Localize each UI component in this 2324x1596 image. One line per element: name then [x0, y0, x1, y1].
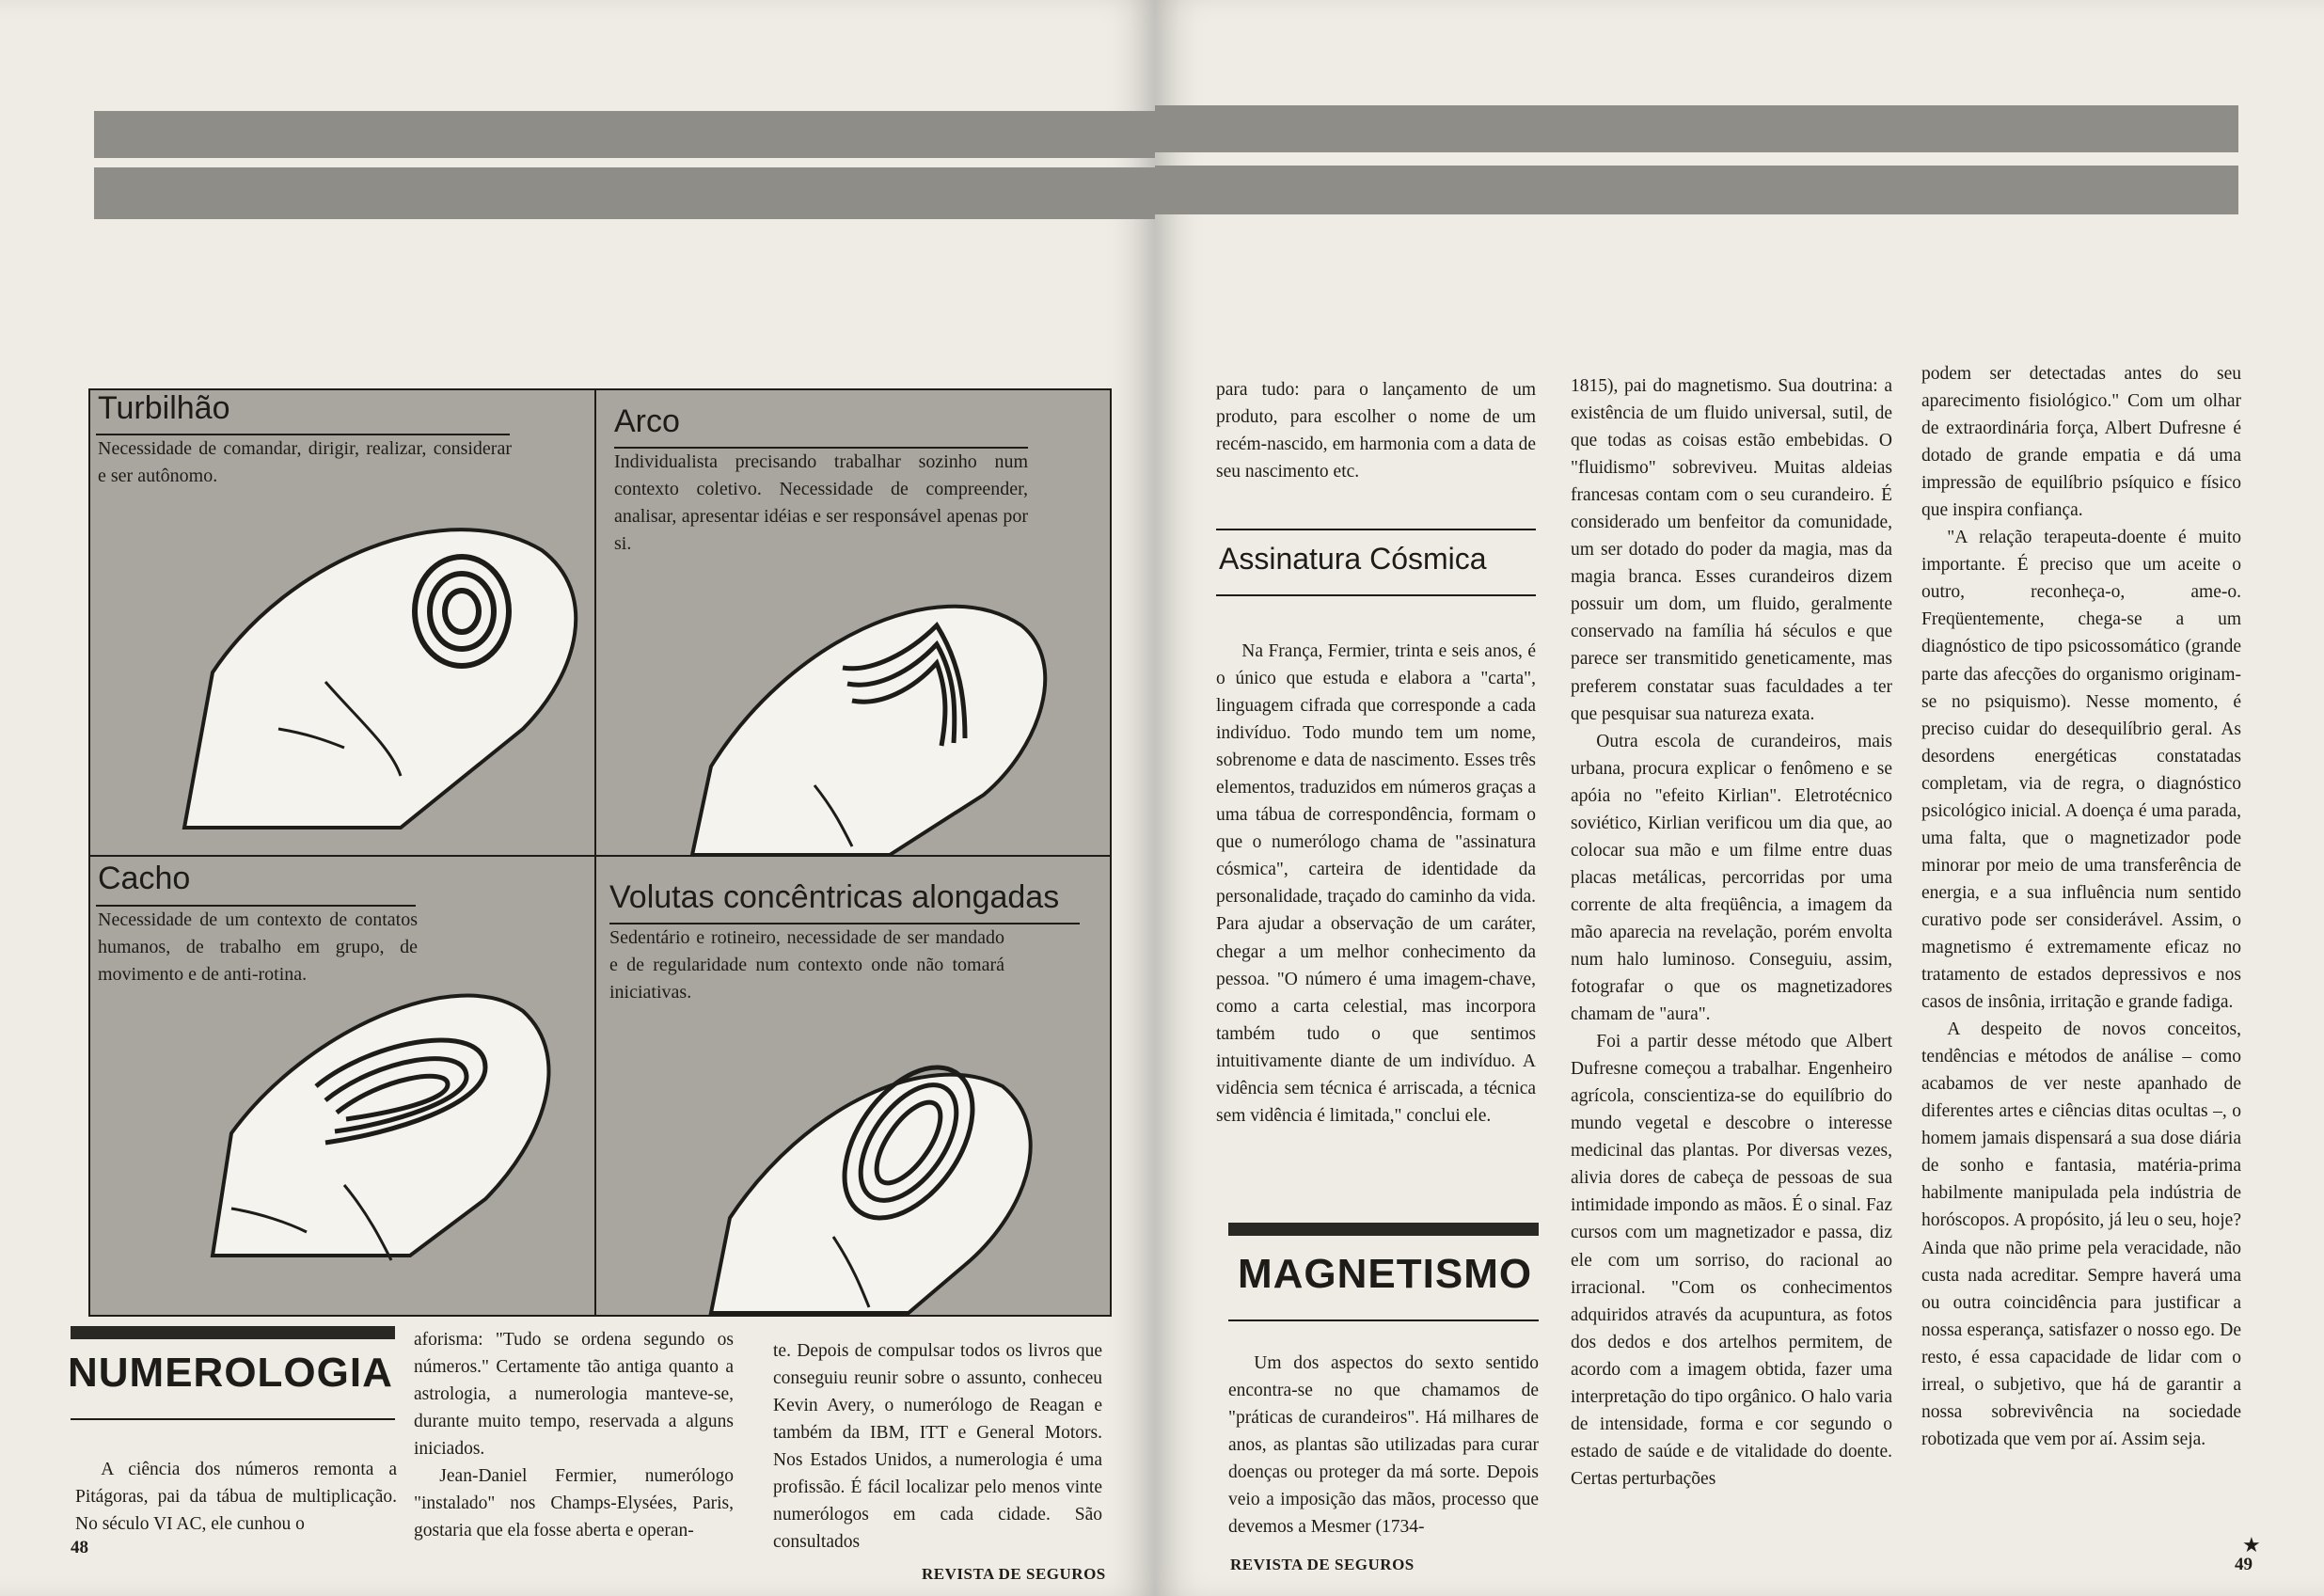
subsection-title-assinatura: Assinatura Cósmica	[1219, 542, 1487, 576]
paragraph: te. Depois de compulsar todos os livros que conseguiu reunir sobre o assunto, conheceu Kevin Avery, o numerólogo de Reagan e também da IBM, ITT e General Motors. Nos Estados Unidos, a numerologia é uma profissão. É fácil localizar pelo menos vinte numerólogos em cada cidade. São consultados	[773, 1341, 1102, 1553]
paragraph: Jean-Daniel Fermier, numerólogo "instalado" nos Champs-Elysées, Paris, gostaria que ela fosse aberta e operan-	[414, 1466, 734, 1541]
paragraph: Na França, Fermier, trinta e seis anos, é o único que estuda e elabora a "carta", linguagem cifrada que corresponde a cada indivíduo. Todo mundo tem um nome, sobrenome e data de nascimento. Esses três elementos, traduzidos em números graças a uma tábua de correspondência, formam o que o numerólogo chama de "assinatura cósmica", carteira de identidade da personalidade, traçado do caminho da vida. Para ajudar a observação de um caráter, chegar a um melhor conhecimento da pessoa. "O número é uma imagem-chave, como a carta celestial, mas incorpora também tudo o que sentimos intuitivamente diante de um indivíduo. A vidência sem técnica é arriscada, a técnica sem vidência é limitada," conclui ele.	[1216, 641, 1536, 1126]
finger-drawings	[90, 390, 1110, 1315]
section-bar	[1228, 1223, 1539, 1236]
quadrant-title-volutas: Volutas concêntricas alongadas	[609, 879, 1060, 915]
section-rule	[1228, 1319, 1539, 1321]
subsection-rule-top	[1216, 529, 1536, 530]
paragraph: Outra escola de curandeiros, mais urbana, procura explicar o fenômeno e se apóia no "efeito Kirlian". Eletrotécnico soviético, Kirlian verificou um dia que, ao colocar sua mão e um filme entre duas placas metálicas, percorridas por uma corrente de alta freqüência, a imagem da mão aparecia na revelação, porém envolta num halo luminoso. Conseguiu, assim, fotografar o que os magnetizadores chamam de "aura".	[1571, 731, 1892, 1025]
quadrant-desc-cacho: Necessidade de um contexto de contatos humanos, de trabalho em grupo, de movimento e de anti-rotina.	[98, 909, 418, 985]
fingerprint-illustration	[88, 388, 1112, 1317]
finger-loop	[213, 996, 548, 1260]
footer-magazine-left: REVISTA DE SEGUROS	[922, 1565, 1106, 1583]
page-number-left: 48	[71, 1538, 88, 1557]
section-bar	[71, 1326, 395, 1339]
numerologia-column-2	[414, 1326, 734, 1544]
footer-magazine-right: REVISTA DE SEGUROS	[1230, 1556, 1415, 1573]
paragraph: para tudo: para o lançamento de um produto, para escolher o nome de um recém-nascido, em harmonia com a data de seu nascimento etc.	[1216, 380, 1536, 482]
paragraph: A despeito de novos conceitos, tendências e métodos de análise – como acabamos de ver neste apanhado de diferentes artes e ciências ditas ocultas –, o homem jamais dispensará a sua dose diária de sonho e fantasia, matéria-prima habilmente manipulada pela indústria de horóscopos. A propósito, já leu o seu, hoje? Ainda que não prime pela veracidade, não custa nada acreditar. Sempre haverá uma ou outra coincidência para justificar a nossa esperança, satisfazer o nosso ego. De resto, é essa capacidade de lidar com o irreal, o subjetivo, que há de garantir a nossa sobrevivência na sociedade robotizada que vem por aí. Assim seja.	[1921, 1019, 2241, 1449]
numerologia-column-3	[773, 1337, 1102, 1556]
quadrant-desc-volutas: Sedentário e rotineiro, necessidade de ser mandado e de regularidade num contexto onde não tomará iniciativas.	[609, 927, 1004, 1003]
paragraph: Foi a partir desse método que Albert Dufresne começou a trabalhar. Engenheiro agrícola, conscientiza-se do equilíbrio do mundo vegetal e descobre o interesse medicinal das plantas. Por diversas vezes, alivia dores de cabeça de pessoas de sua intimidade impondo as mãos. É o sinal. Faz cursos com um magnetizador e passa, diz ele com um sorriso, do racional ao irracional. "Com os conhecimentos adquiridos através da acupuntura, as fotos dos dedos e dos artelhos permitem, de acordo com a imagem obtida, fazer uma interpretação do tipo orgânico. O halo varia de intensidade, forma e cor segundo o estado de saúde e de vitalidade do doente. Certas perturbações	[1571, 1032, 1892, 1489]
paragraph: "A relação terapeuta-doente é muito importante. É preciso que um aceite o outro, reconheça-o, ame-o. Freqüentemente, chega-se a um diagnóstico de tipo psicossomático (grande parte das afecções do organismo originam-se no psiquismo). Nesse momento, é preciso cuidar do desequilíbrio geral. As desordens energéticas constatadas completam, via de regra, o diagnóstico psicológico inicial. A doença é uma parada, uma falta, que o magnetizador pode minorar por meio de uma transferência de energia, e a sua influência num sentido curativo pode ser considerável. Assim, o magnetismo é extremamente eficaz no tratamento de estados depressivos e nos casos de insônia, irritação e grande fadiga.	[1921, 528, 2241, 1013]
end-mark-icon: ★	[2242, 1533, 2261, 1556]
column-3	[1921, 360, 2241, 1453]
paragraph: A ciência dos números remonta a Pitágoras, pai da tábua de multiplicação. No século VI AC, ele cunhou o	[75, 1460, 397, 1535]
column-1-bottom	[1228, 1350, 1539, 1541]
numerologia-column-1	[75, 1456, 397, 1538]
header-band-bottom	[94, 167, 1155, 219]
subsection-rule-bottom	[1216, 594, 1536, 596]
quadrant-title-turbilhao: Turbilhão	[98, 390, 230, 426]
header-band-top	[94, 111, 1155, 158]
quadrant-desc-arco: Individualista precisando trabalhar sozinho num contexto coletivo. Necessidade de compreender, analisar, apresentar idéias e ser responsável apenas por si.	[614, 451, 1028, 554]
column-1-top	[1216, 376, 1536, 485]
paragraph: 1815), pai do magnetismo. Sua doutrina: a existência de um fluido universal, sutil, de que todas as coisas estão embebidas. O "fluidismo" sobreviveu. Muitas aldeias francesas contam com o seu curandeiro. É considerado um benfeitor da comunidade, um ser dotado do poder da magia, mas da magia branca. Esses curandeiros dizem possuir um dom, um fluido, geralmente conservado na família há séculos e que parece ser transmitido geneticamente, mas preferem constatar suas faculdades a ter que pesquisar sua natureza exata.	[1571, 376, 1892, 724]
finger-whorl	[184, 529, 576, 828]
column-1-body	[1216, 638, 1536, 1130]
section-title-numerologia: NUMEROLOGIA	[68, 1350, 393, 1396]
paragraph: aforisma: "Tudo se ordena segundo os números." Certamente tão antiga quanto a astrologia, a numerologia manteve-se, durante muito tempo, reservada a alguns iniciados.	[414, 1330, 734, 1460]
finger-arch	[692, 607, 1045, 855]
page-number-right: 49	[2235, 1555, 2253, 1574]
paragraph: Um dos aspectos do sexto sentido encontra-se no que chamamos de "práticas de curandeiros". Há milhares de anos, as plantas são utilizadas para curar doenças ou proteger da má sorte. Depois veio a imposição das mãos, processo que devemos a Mesmer (1734-	[1228, 1353, 1539, 1538]
left-page	[0, 0, 1155, 1596]
quadrant-title-cacho: Cacho	[98, 861, 191, 896]
column-2	[1571, 372, 1892, 1493]
paragraph: podem ser detectadas antes do seu aparecimento fisiológico." Com um olhar de extraordinária força, Albert Dufresne é dotado de grande empatia e dá uma impressão de equilíbrio psíquico e físico que inspira confiança.	[1921, 364, 2241, 521]
quadrant-desc-turbilhao: Necessidade de comandar, dirigir, realizar, considerar e ser autônomo.	[98, 438, 512, 486]
quadrant-title-arco: Arco	[614, 403, 680, 439]
section-rule	[71, 1418, 395, 1420]
right-page	[1155, 0, 2324, 1596]
header-band-bottom	[1155, 166, 2238, 214]
section-title-magnetismo: MAGNETISMO	[1238, 1251, 1533, 1297]
header-band-top	[1155, 105, 2238, 152]
